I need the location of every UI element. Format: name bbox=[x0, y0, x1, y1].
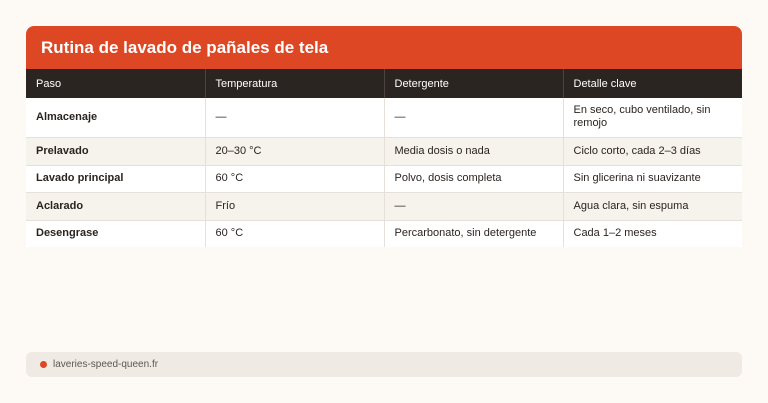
column-header-detergent: Detergente bbox=[384, 69, 563, 98]
cell-detail: Cada 1–2 meses bbox=[563, 220, 742, 247]
column-header-step: Paso bbox=[26, 69, 205, 98]
cell-detail: En seco, cubo ventilado, sin remojo bbox=[563, 98, 742, 137]
cell-detail: Sin glicerina ni suavizante bbox=[563, 165, 742, 192]
cell-step: Aclarado bbox=[26, 192, 205, 220]
table-row bbox=[26, 98, 742, 137]
bullet-dot-icon bbox=[40, 361, 47, 368]
cell-detergent: Percarbonato, sin detergente bbox=[384, 220, 563, 247]
washing-routine-table bbox=[26, 69, 742, 247]
cell-detergent: Media dosis o nada bbox=[384, 137, 563, 165]
cell-temperature: Frío bbox=[205, 192, 384, 220]
table-card bbox=[26, 26, 742, 247]
cell-step: Almacenaje bbox=[26, 98, 205, 137]
table-header-row bbox=[26, 69, 742, 98]
column-header-key-detail: Detalle clave bbox=[573, 77, 637, 90]
source-footer bbox=[26, 352, 742, 377]
table-row bbox=[26, 220, 742, 247]
cell-detergent: Polvo, dosis completa bbox=[384, 165, 563, 192]
cell-detergent: — bbox=[384, 192, 563, 220]
cell-step: Lavado principal bbox=[26, 165, 205, 192]
table-title: Rutina de lavado de pañales de tela bbox=[26, 26, 742, 69]
cell-temperature: 60 °C bbox=[205, 220, 384, 247]
source-link[interactable]: laveries-speed-queen.fr bbox=[53, 359, 159, 370]
cell-temperature: — bbox=[205, 98, 384, 137]
table-row bbox=[26, 165, 742, 192]
cell-temperature: 20–30 °C bbox=[205, 137, 384, 165]
table-row bbox=[26, 192, 742, 220]
cell-detail: Agua clara, sin espuma bbox=[563, 192, 742, 220]
cell-step: Prelavado bbox=[26, 137, 205, 165]
cell-detergent: — bbox=[384, 98, 563, 137]
cell-temperature: 60 °C bbox=[205, 165, 384, 192]
cell-step: Desengrase bbox=[26, 220, 205, 247]
column-header-temperature: Temperatura bbox=[205, 69, 384, 98]
table-row bbox=[26, 137, 742, 165]
cell-detail: Ciclo corto, cada 2–3 días bbox=[563, 137, 742, 165]
